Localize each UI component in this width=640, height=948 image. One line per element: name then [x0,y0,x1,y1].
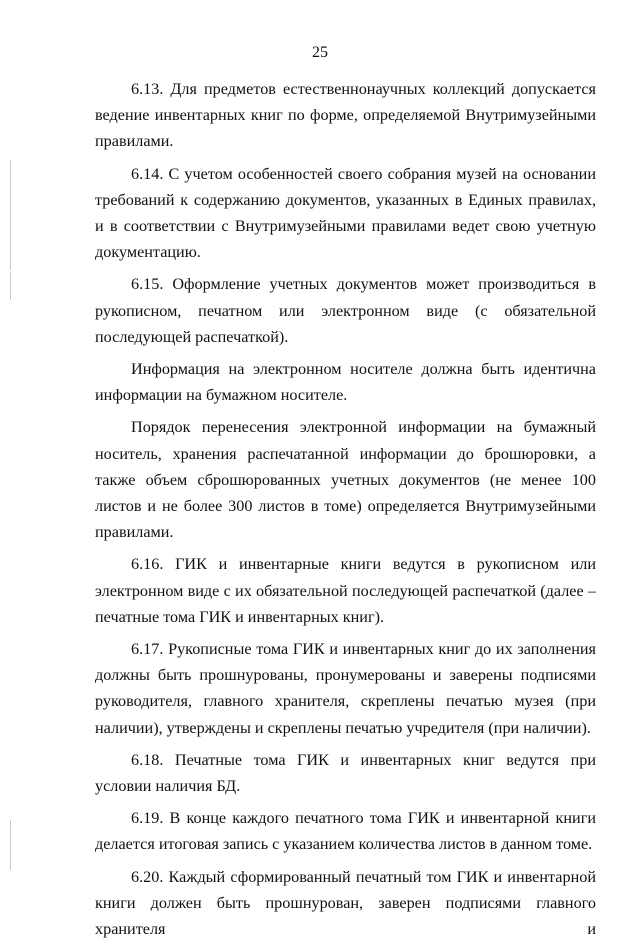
paragraph-6-13: 6.13. Для предметов естественнонаучных коллекций допускается ведение инвентарных книг по форме, определяемой Внутримузейными правилами. [95,80,596,151]
scan-margin-mark [10,272,11,300]
paragraph-6-17: 6.17. Рукописные тома ГИК и инвентарных книг до их заполнения должны быть прошнурованы, пронумерованы и заверены подписями руководителя, главного хранителя, скреплены печатью музея (при наличии), утверждены и скреплены печатью учредителя (при наличии). [95,640,596,737]
paragraph-6-19: 6.19. В конце каждого печатного тома ГИК и инвентарной книги делается итоговая запись с указанием количества листов в данном томе. [95,809,596,854]
paragraph-6-14: 6.14. С учетом особенностей своего собрания музей на основании требований к содержанию документов, указанных в Единых правилах, и в соответствии с Внутримузейными правилами ведет свою учетную документацию. [95,164,596,262]
paragraph-transfer-procedure: Порядок перенесения электронной информации на бумажный носитель, хранения распечатанной информации до брошюровки, а также объем сброшюрованных учетных документов (не менее 100 листов и не более 300 листов в томе) определяется Внутримузейными правилами. [95,418,596,542]
scan-margin-mark [10,160,11,270]
paragraph-6-20: 6.20. Каждый сформированный печатный том ГИК и инвентарной книги должен быть прошнурован, заверен подписями главного хранителя и [95,867,596,939]
paragraph-6-15: 6.15. Оформление учетных документов может производиться в рукописном, печатном или электронном виде (с обязательной последующей распечаткой). [95,275,596,346]
scan-margin-mark [10,820,11,870]
page-number: 25 [312,44,328,61]
paragraph-6-18: 6.18. Печатные тома ГИК и инвентарных книг ведутся при условии наличия БД. [95,750,596,796]
document-body [95,76,596,948]
paragraph-6-16: 6.16. ГИК и инвентарные книги ведутся в рукописном или электронном виде с их обязательной последующей распечаткой (далее – печатные тома ГИК и инвентарных книг). [95,555,596,626]
paragraph-electronic-info: Информация на электронном носителе должна быть идентична информации на бумажном носителе. [95,360,596,405]
